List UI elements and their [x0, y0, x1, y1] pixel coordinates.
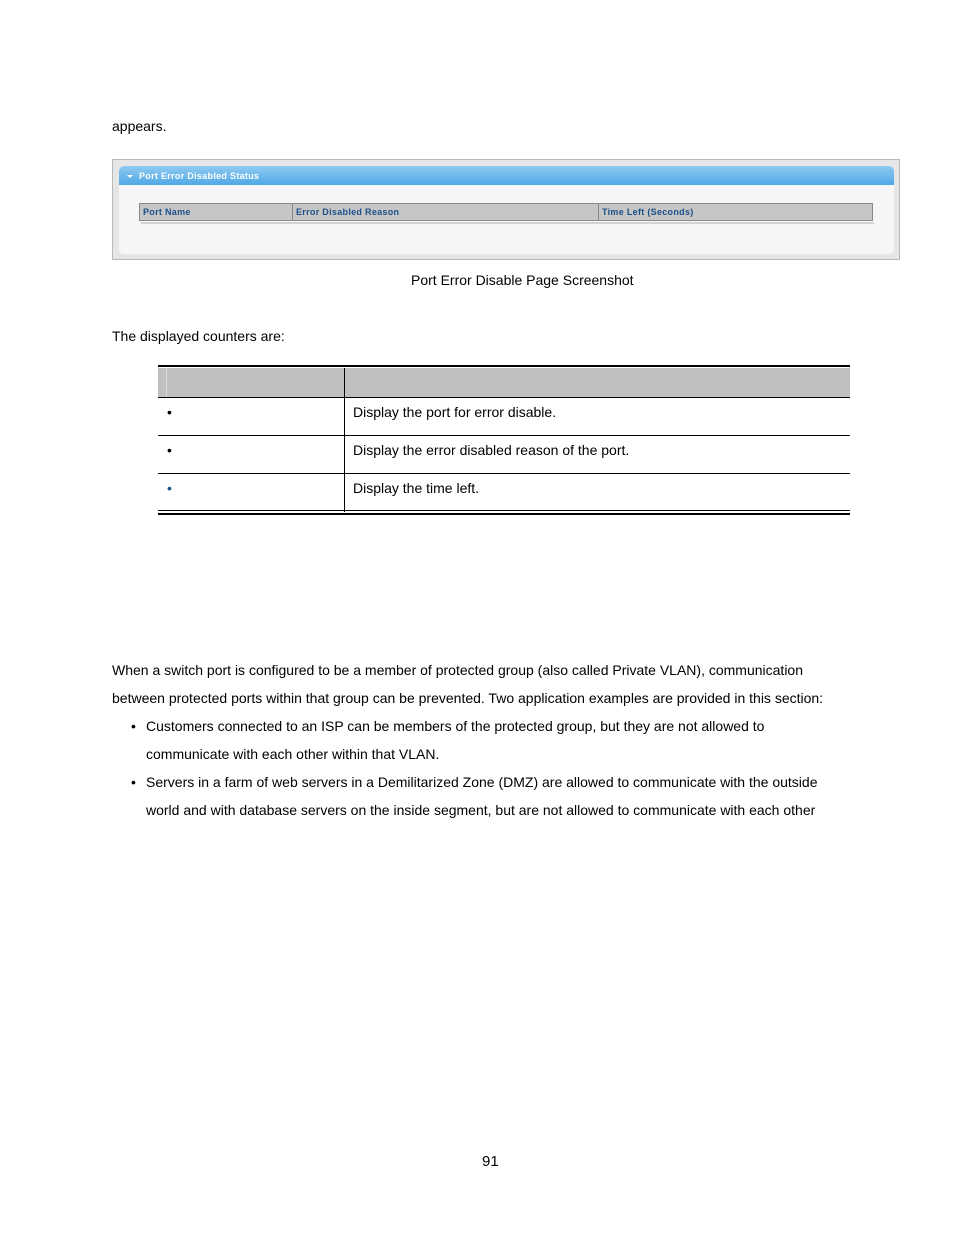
list-item-line: world and with database servers on the inside segment, but are not allowed to communicate with each other — [146, 802, 816, 818]
grid-shadow — [141, 222, 874, 224]
paragraph-line: When a switch port is configured to be a member of protected group (also called Private VLAN), communication — [112, 662, 803, 678]
intro-text: appears. — [112, 118, 167, 134]
list-item-line: Servers in a farm of web servers in a Demilitarized Zone (DMZ) are allowed to communicate with the outside — [146, 774, 818, 790]
table-row-description: Display the error disabled reason of the port. — [353, 442, 630, 458]
table-row-bullet: • — [167, 480, 172, 496]
list-bullet-icon: • — [131, 718, 136, 734]
collapse-arrow-icon[interactable] — [127, 175, 133, 178]
column-separator — [598, 204, 599, 220]
table-row-bullet: • — [167, 404, 172, 420]
table-row-description: Display the time left. — [353, 480, 480, 496]
table-top-rule — [158, 365, 850, 367]
table-row-divider — [158, 473, 850, 474]
column-header-port-name: Port Name — [143, 207, 191, 217]
table-header — [158, 368, 850, 398]
table-bottom-rule — [158, 513, 850, 515]
column-separator — [292, 204, 293, 220]
list-item-line: Customers connected to an ISP can be members of the protected group, but they are not allowed to — [146, 718, 765, 734]
table-row-bullet: • — [167, 442, 172, 458]
table-bottom-rule — [158, 510, 850, 511]
column-header-error-reason: Error Disabled Reason — [296, 207, 400, 217]
list-item-line: communicate with each other within that VLAN. — [146, 746, 440, 762]
panel-title: Port Error Disabled Status — [139, 171, 260, 181]
table-row-divider — [158, 397, 850, 398]
list-bullet-icon: • — [131, 774, 136, 790]
page-number: 91 — [482, 1153, 499, 1170]
grid-header — [139, 203, 873, 221]
table-column-divider — [344, 368, 345, 512]
table-row-description: Display the port for error disable. — [353, 404, 557, 420]
table-header-accent — [166, 368, 167, 398]
counters-intro: The displayed counters are: — [112, 328, 285, 344]
figure-caption: Port Error Disable Page Screenshot — [411, 272, 634, 288]
table-row-divider — [158, 435, 850, 436]
paragraph-line: between protected ports within that group can be prevented. Two application examples are provided in this section: — [112, 690, 824, 706]
column-header-time-left: Time Left (Seconds) — [602, 207, 694, 217]
